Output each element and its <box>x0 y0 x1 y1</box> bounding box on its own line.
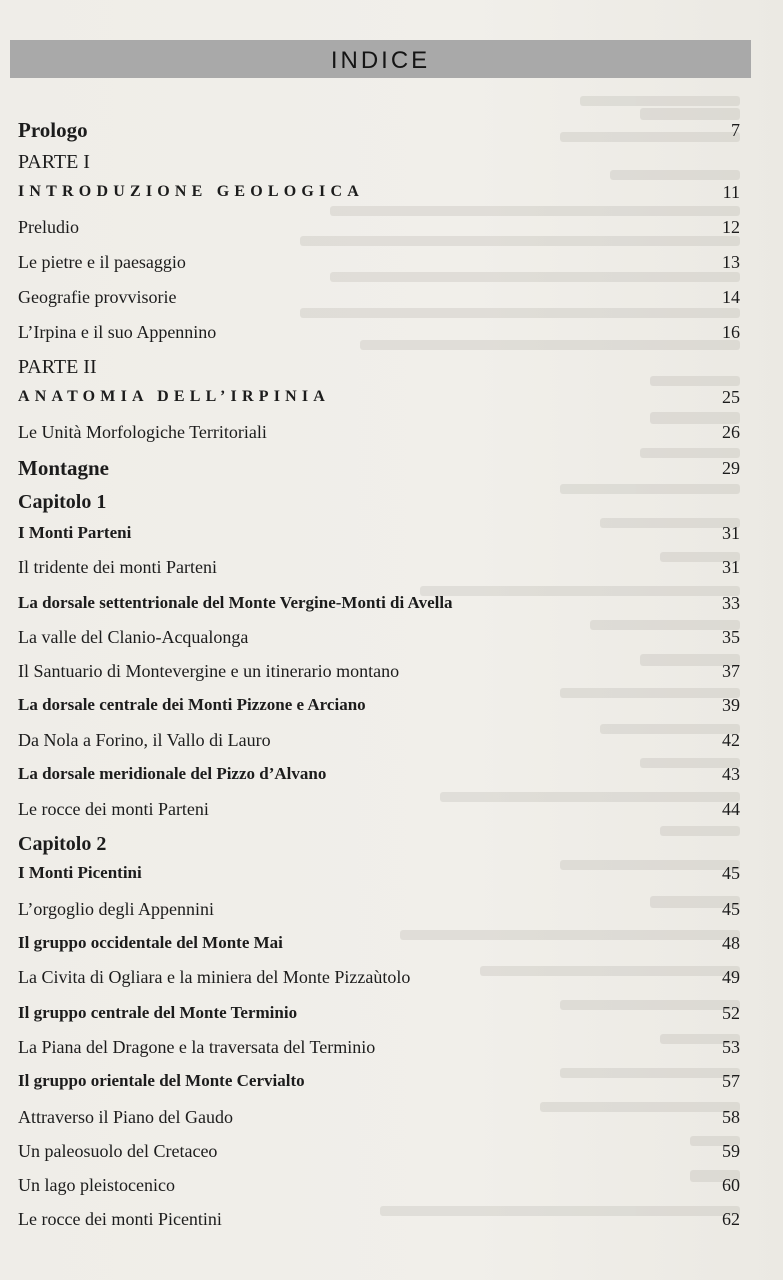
toc-entry-title: Un lago pleistocenico <box>18 1175 175 1195</box>
toc-entry-title: La dorsale centrale dei Monti Pizzone e Arciano <box>18 695 366 714</box>
toc-page-number: 26 <box>722 422 740 442</box>
toc-entry-title: Preludio <box>18 217 79 237</box>
toc-entry <box>0 421 783 443</box>
toc-page-number: 11 <box>722 182 740 202</box>
toc-page-number: 16 <box>722 322 740 342</box>
toc-page-number: 35 <box>722 627 740 647</box>
toc-entry-title: Le rocce dei monti Picentini <box>18 1209 222 1229</box>
toc-entry-title: Il gruppo centrale del Monte Terminio <box>18 1003 298 1022</box>
toc-page-number: 62 <box>722 1209 740 1229</box>
toc-entry-title: PARTE I <box>18 151 90 173</box>
toc-entry <box>0 1174 783 1196</box>
toc-entry-title: Il gruppo occidentale del Monte Mai <box>18 933 283 952</box>
toc-entry-title: PARTE II <box>18 356 97 378</box>
toc-page-number: 59 <box>722 1141 740 1161</box>
toc-page-number: 7 <box>731 120 740 140</box>
toc-entry <box>0 1208 783 1230</box>
toc-entry-title: ANATOMIA DELL’IRPINIA <box>18 388 331 405</box>
toc-entry-title: Un paleosuolo del Cretaceo <box>18 1141 218 1161</box>
toc-page-number: 33 <box>722 593 740 613</box>
toc-entry-title: Il gruppo orientale del Monte Cervialto <box>18 1071 305 1090</box>
toc-entry-title: Le rocce dei monti Parteni <box>18 799 209 819</box>
toc-entry-title: L’Irpina e il suo Appennino <box>18 322 217 342</box>
toc-page-number: 49 <box>722 967 740 987</box>
toc-entry <box>0 626 783 648</box>
toc-entry <box>0 694 783 716</box>
toc-entry <box>0 966 783 988</box>
toc-entry <box>0 556 783 578</box>
toc-entry-title: La dorsale meridionale del Pizzo d’Alvano <box>18 764 327 783</box>
toc-entry <box>0 1106 783 1128</box>
toc-entry <box>0 763 783 785</box>
toc-page-number: 13 <box>722 252 740 272</box>
toc-entry <box>0 181 783 203</box>
toc-entry-title: La Civita di Ogliara e la miniera del Monte Pizzaùtolo <box>18 967 411 987</box>
toc-entry <box>0 1140 783 1162</box>
toc-page-number: 37 <box>722 661 740 681</box>
toc-entry-title: Montagne <box>18 456 109 480</box>
toc-entry-title: La Piana del Dragone e la traversata del Terminio <box>18 1037 376 1057</box>
toc-entry <box>0 798 783 820</box>
toc-page-number: 48 <box>722 933 740 953</box>
toc-entry-title: I Monti Parteni <box>18 523 132 542</box>
toc-entry-title: Geografie provvisorie <box>18 287 177 307</box>
toc-page-number: 31 <box>722 557 740 577</box>
toc-entry-title: Prologo <box>18 118 88 142</box>
toc-entry <box>0 117 783 143</box>
toc-entry-title: I Monti Picentini <box>18 863 142 882</box>
toc-page-number: 42 <box>722 730 740 750</box>
toc-entry <box>0 862 783 884</box>
toc-page-number: 53 <box>722 1037 740 1057</box>
toc-entry-title: Capitolo 1 <box>18 491 107 513</box>
index-title: INDICE <box>330 47 431 74</box>
toc-entry-title: Capitolo 2 <box>18 833 107 855</box>
toc-page-number: 57 <box>722 1071 740 1091</box>
toc-entry-title: La dorsale settentrionale del Monte Vergine-Monti di Avella <box>18 593 453 612</box>
toc-entry-title: L’orgoglio degli Appennini <box>18 899 214 919</box>
toc-page-number: 60 <box>722 1175 740 1195</box>
toc-entry-title: Il Santuario di Montevergine e un itinerario montano <box>18 661 400 681</box>
toc-entry <box>0 150 783 174</box>
toc-entry <box>0 1002 783 1024</box>
toc-page-number: 44 <box>722 799 740 819</box>
toc-entry-title: Le pietre e il paesaggio <box>18 252 186 272</box>
toc-page-number: 45 <box>722 863 740 883</box>
toc-entry-title: Da Nola a Forino, il Vallo di Lauro <box>18 730 271 750</box>
toc-page-number: 45 <box>722 899 740 919</box>
toc-entry <box>0 729 783 751</box>
toc-page-number: 14 <box>722 287 740 307</box>
toc-entry-title: INTRODUZIONE GEOLOGICA <box>18 183 364 200</box>
toc-entry <box>0 490 783 514</box>
toc-entry <box>0 251 783 273</box>
toc-page-number: 58 <box>722 1107 740 1127</box>
toc-page-number: 52 <box>722 1003 740 1023</box>
toc-entry <box>0 286 783 308</box>
toc-entry <box>0 321 783 343</box>
toc-entry <box>0 386 783 408</box>
toc-entry <box>0 832 783 856</box>
toc-entry <box>0 1070 783 1092</box>
toc-page-number: 25 <box>722 387 740 407</box>
toc-page-number: 39 <box>722 695 740 715</box>
toc-entry <box>0 455 783 481</box>
toc-page-number: 29 <box>722 458 740 478</box>
toc-entry <box>0 1036 783 1058</box>
toc-entry <box>0 216 783 238</box>
toc-entry <box>0 355 783 379</box>
toc-entry <box>0 522 783 544</box>
toc-entry <box>0 898 783 920</box>
toc-entry-title: La valle del Clanio-Acqualonga <box>18 627 249 647</box>
toc-entry <box>0 660 783 682</box>
toc-entry <box>0 932 783 954</box>
toc-entry-title: Le Unità Morfologiche Territoriali <box>18 422 267 442</box>
toc-page-number: 12 <box>722 217 740 237</box>
toc-page-number: 31 <box>722 523 740 543</box>
toc-entry-title: Attraverso il Piano del Gaudo <box>18 1107 233 1127</box>
toc-entry-title: Il tridente dei monti Parteni <box>18 557 217 577</box>
toc-page-number: 43 <box>722 764 740 784</box>
toc-entry <box>0 592 783 614</box>
